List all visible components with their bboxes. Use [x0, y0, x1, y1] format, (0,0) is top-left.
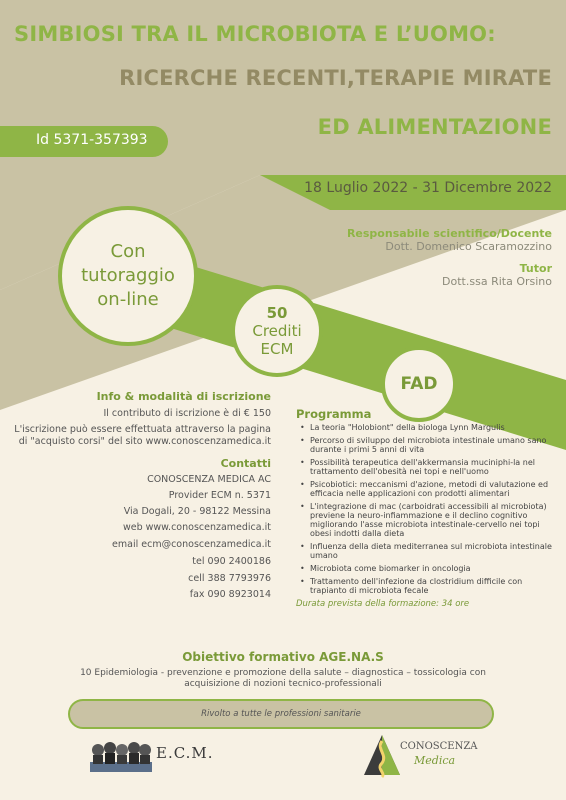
contacts-heading: [221, 457, 271, 470]
audience-text: Rivolto a tutte le professioni sanitarie: [201, 709, 361, 719]
list-item: • La teoria "Holobiont" della biologa Lynn Margulis: [306, 423, 558, 432]
pyramid-logo-icon: [362, 733, 402, 779]
ecm-people-icon: [90, 738, 152, 772]
info-heading: [97, 390, 271, 403]
list-item: • Influenza della dieta mediterranea sul microbiota intestinale umano: [306, 542, 558, 560]
fad-label: FAD: [400, 374, 438, 394]
info-registration-1: L'iscrizione può essere effettuata attraverso la pagina: [14, 424, 271, 435]
info-fee: Il contributo di iscrizione è di € 150: [103, 408, 271, 419]
tutoring-circle: [58, 206, 198, 346]
contact-fax: fax 090 8923014: [189, 589, 271, 600]
ecm-logo: [90, 738, 212, 772]
title-line-2: RICERCHE RECENTI,TERAPIE MIRATE: [119, 66, 552, 90]
contact-cell: cell 388 7793976: [188, 573, 271, 584]
contact-address: Via Dogali, 20 - 98122 Messina: [123, 506, 271, 517]
faculty-block: [347, 227, 552, 288]
contact-provider: Provider ECM n. 5371: [168, 490, 271, 501]
contact-tel: tel 090 2400186: [192, 556, 271, 567]
programma-list: [296, 423, 558, 595]
contact-org: CONOSCENZA MEDICA AC: [147, 474, 271, 485]
audience-banner: [68, 699, 494, 729]
list-item: • Microbiota come biomarker in oncologia: [306, 564, 558, 573]
tutor-label: Tutor: [519, 262, 552, 275]
credits-line-2: Crediti: [252, 322, 302, 340]
tutoring-line-2: tutoraggio: [81, 265, 175, 286]
ecm-logo-text: E.C.M.: [156, 744, 214, 762]
tutoring-line-3: on-line: [97, 289, 159, 310]
title-line-3: ED ALIMENTAZIONE: [317, 115, 552, 139]
credits-number: 50: [266, 304, 288, 322]
duration-text: Durata prevista della formazione: 34 ore: [296, 599, 470, 609]
programma-heading: Programma: [296, 407, 372, 421]
course-id-badge: [0, 126, 168, 157]
objective-heading: Obiettivo formativo AGE.NA.S: [182, 650, 384, 664]
cm-logo-text-1: CONOSCENZA: [400, 741, 478, 752]
list-item: • Possibilità terapeutica dell'akkermansia muciniphi-la nel trattamento dell'obesità nei topi e nell'uomo: [306, 458, 558, 476]
list-item: • Trattamento dell'infezione da clostridium difficile con trapianto di microbiota fecale: [306, 577, 558, 595]
contact-web[interactable]: web www.conoscenzamedica.it: [122, 522, 271, 533]
contacts-heading-text: Contatti: [220, 457, 271, 470]
tutoring-line-1: Con: [110, 241, 146, 262]
programma-section: [296, 407, 558, 609]
credits-circle: [231, 285, 323, 377]
tutor-name: Dott.ssa Rita Orsino: [442, 275, 552, 288]
info-heading-text: Info & modalità di iscrizione: [96, 390, 271, 403]
cm-logo-text-2: Medica: [414, 754, 456, 767]
info-registration-2: di "acquisto corsi" del sito www.conoscenzamedica.it: [18, 436, 271, 447]
list-item: • Psicobiotici: meccanismi d'azione, metodi di valutazione ed efficacia nelle applicazioni con prodotti alimentari: [306, 480, 558, 498]
course-id: Id 5371-357393: [36, 132, 148, 148]
title-line-1: SIMBIOSI TRA IL MICROBIOTA E L’UOMO:: [14, 22, 496, 46]
resp-label: Responsabile scientifico/Docente: [346, 227, 552, 240]
list-item: • Percorso di sviluppo del microbiota intestinale umano sano durante i primi 5 anni di vita: [306, 436, 558, 454]
conoscenza-medica-logo: [362, 733, 492, 783]
resp-name: Dott. Domenico Scaramozzino: [385, 240, 552, 253]
course-dates: 18 Luglio 2022 - 31 Dicembre 2022: [304, 180, 552, 196]
objective-text: 10 Epidemiologia - prevenzione e promozione della salute – diagnostica – tossicologia con acquisizione di nozioni tecnico-professionali: [80, 668, 486, 689]
credits-line-3: ECM: [260, 340, 294, 358]
contact-email[interactable]: email ecm@conoscenzamedica.it: [112, 539, 271, 550]
list-item: • L'integrazione di mac (carboidrati accessibili al microbiota) previene la neuro-infiammazione e il declino cognitivo migliorando l'asse microbiota intestinale-cervello nei topi obesi indotti dalla dieta: [306, 502, 558, 538]
